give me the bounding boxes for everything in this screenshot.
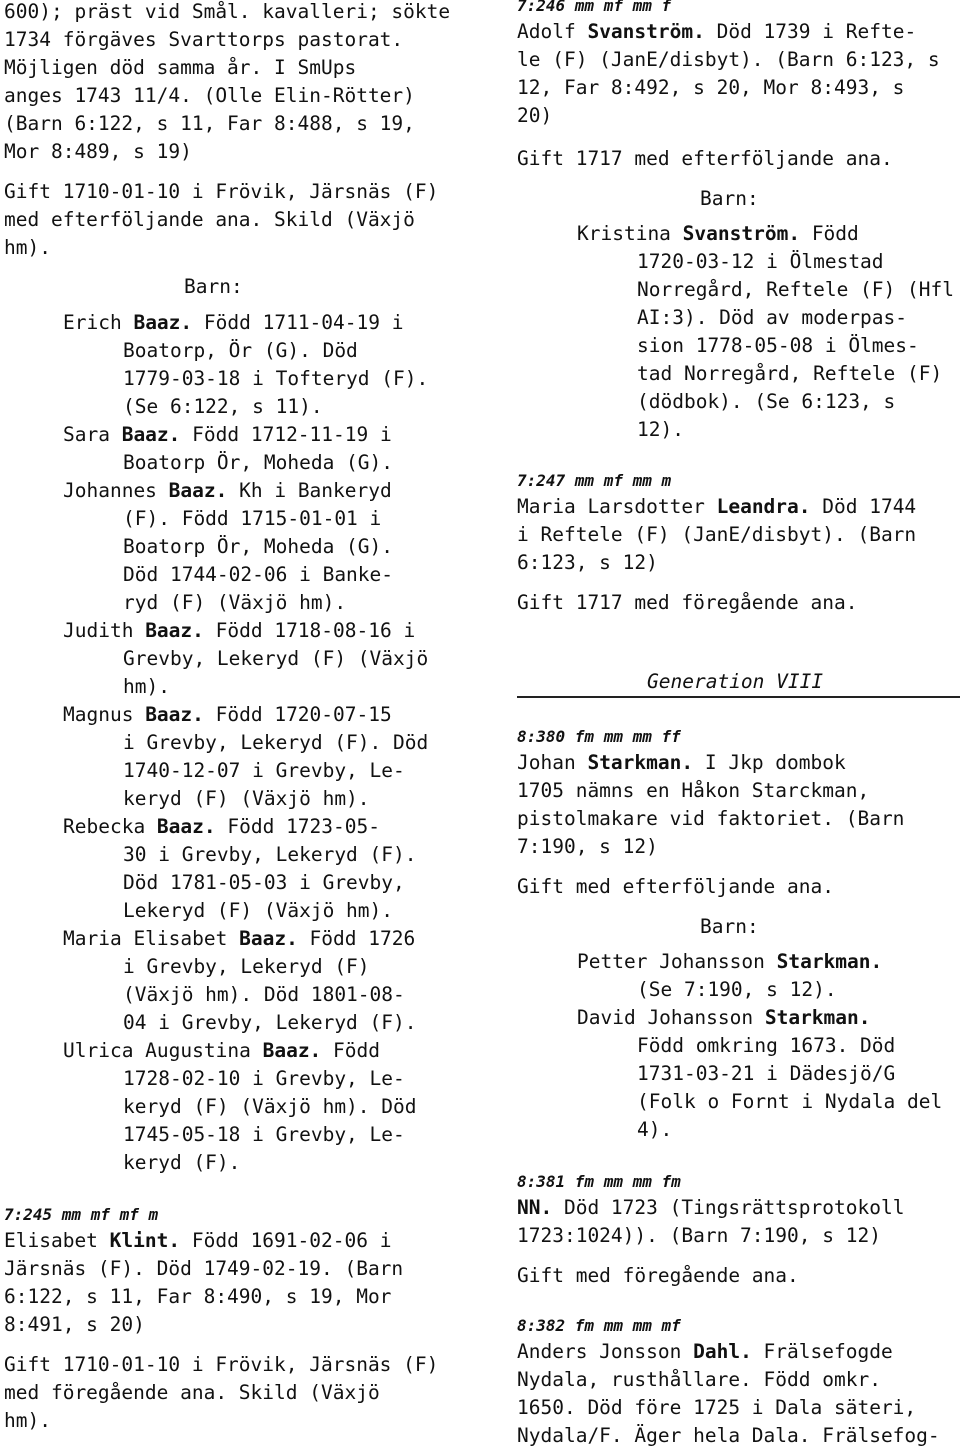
text-line: Död 1781-05-03 i Grevby, — [123, 871, 405, 894]
text-fragment: Född — [800, 222, 859, 245]
person-entry-line — [577, 1004, 871, 1032]
text-line: i Grevby, Lekeryd (F) — [123, 955, 370, 978]
text-fragment: Född 1691-02-06 i — [180, 1229, 392, 1252]
text-line: 20) — [517, 104, 553, 127]
text-line: Boatorp Ör, Moheda (G). — [123, 451, 394, 474]
text-line: Boatorp, Ör (G). Död — [123, 339, 358, 362]
text-line: sion 1778-05-08 i Ölmes- — [637, 334, 919, 357]
text-line: med efterföljande ana. Skild (Växjö — [4, 208, 415, 231]
text-fragment: Född 1712-11-19 i — [180, 423, 392, 446]
text-line: Nydala/F. Äger hela Dala. Frälsefog- — [517, 1424, 940, 1447]
person-entry-line — [517, 1338, 893, 1366]
text-fragment: Maria Elisabet — [63, 927, 240, 950]
text-fragment: Död 1739 i Refte- — [704, 20, 917, 43]
text-line: 1728-02-10 i Grevby, Le- — [123, 1067, 405, 1090]
text-line: (Barn 6:122, s 11, Far 8:488, s 19, — [4, 112, 415, 135]
text-line: Gift 1717 med föregående ana. — [517, 591, 858, 614]
text-line: 1720-03-12 i Ölmestad — [637, 250, 884, 273]
text-fragment: Ulrica Augustina — [63, 1039, 263, 1062]
text-line: ryd (F) (Växjö hm). — [123, 591, 347, 614]
surname: Baaz. — [121, 423, 181, 446]
text-fragment: Sara — [63, 423, 122, 446]
text-fragment: Johannes — [63, 479, 169, 502]
person-entry-line — [63, 1037, 380, 1065]
text-fragment: Anders Jonsson — [517, 1340, 694, 1363]
text-line: 600); präst vid Smål. kavalleri; sökte — [4, 0, 451, 23]
text-line: Nydala, rusthållare. Född omkr. — [517, 1368, 881, 1391]
text-fragment: Död 1723 (Tingsrättsprotokoll — [552, 1196, 905, 1219]
surname: Starkman. — [764, 1006, 871, 1029]
text-fragment: Frälsefogde — [751, 1340, 893, 1363]
text-line: 6:123, s 12) — [517, 551, 658, 574]
text-line: Gift med efterföljande ana. — [517, 875, 834, 898]
text-line: 1734 förgäves Svarttorps pastorat. — [4, 28, 404, 51]
ancestor-code-heading: 7:246 mm mf mm f — [517, 0, 672, 15]
person-entry-line — [517, 18, 916, 46]
ancestor-code-heading: 8:382 fm mm mm mf — [517, 1316, 681, 1335]
text-line: 04 i Grevby, Lekeryd (F). — [123, 1011, 417, 1034]
person-entry-line — [577, 948, 882, 976]
text-line: (Se 7:190, s 12). — [637, 978, 837, 1001]
text-fragment: Maria Larsdotter — [517, 495, 717, 518]
text-fragment: Johan — [517, 751, 588, 774]
text-line: AI:3). Död av moderpas- — [637, 306, 908, 329]
generation-heading: Generation VIII — [647, 670, 824, 693]
ancestor-code-heading: 7:245 mm mf mf m — [4, 1205, 159, 1224]
surname: Baaz. — [133, 311, 193, 334]
text-line: tad Norregård, Reftele (F) — [637, 362, 943, 385]
person-entry-line — [517, 1194, 904, 1222]
text-line: (dödbok). (Se 6:123, s — [637, 390, 896, 413]
surname: Klint. — [109, 1229, 181, 1252]
surname: Svanström. — [682, 222, 801, 245]
surname: Baaz. — [145, 619, 204, 642]
text-line: (Se 6:122, s 11). — [123, 395, 323, 418]
surname: Starkman. — [587, 751, 694, 774]
text-line: keryd (F) (Växjö hm). — [123, 787, 370, 810]
text-line: 6:122, s 11, Far 8:490, s 19, Mor — [4, 1285, 392, 1308]
person-entry-line — [517, 749, 846, 777]
text-fragment: Elisabet — [4, 1229, 110, 1252]
text-line: 7:190, s 12) — [517, 835, 658, 858]
text-line: hm). — [4, 236, 51, 259]
ancestor-code-heading: 7:247 mm mf mm m — [517, 471, 672, 490]
text-fragment: Född 1726 — [297, 927, 416, 950]
text-line: 1740-12-07 i Grevby, Le- — [123, 759, 405, 782]
text-line: med föregående ana. Skild (Växjö — [4, 1381, 380, 1404]
person-entry-line — [63, 477, 392, 505]
text-line: (Växjö hm). Död 1801-08- — [123, 983, 405, 1006]
text-line: 1745-05-18 i Grevby, Le- — [123, 1123, 405, 1146]
text-line: anges 1743 11/4. (Olle Elin-Rötter) — [4, 84, 415, 107]
text-line: Gift 1710-01-10 i Frövik, Järsnäs (F) — [4, 1353, 439, 1376]
text-line: Gift 1710-01-10 i Frövik, Järsnäs (F) — [4, 180, 439, 203]
generation-divider — [517, 696, 960, 698]
text-line: 1779-03-18 i Tofteryd (F). — [123, 367, 429, 390]
surname: Baaz. — [145, 703, 204, 726]
surname: Dahl. — [693, 1340, 752, 1363]
text-fragment: Född — [321, 1039, 380, 1062]
person-entry-line — [4, 1227, 391, 1255]
text-line: i Reftele (F) (JanE/disbyt). (Barn — [517, 523, 917, 546]
text-line: 30 i Grevby, Lekeryd (F). — [123, 843, 417, 866]
text-line: hm). — [123, 675, 170, 698]
text-fragment: Född 1723-05- — [215, 815, 380, 838]
ancestor-code-heading: 8:380 fm mm mm ff — [517, 727, 681, 746]
text-fragment: Kh i Bankeryd — [227, 479, 392, 502]
text-fragment: Död 1744 — [810, 495, 917, 518]
children-label: Barn: — [700, 915, 759, 938]
text-fragment: Född 1720-07-15 — [203, 703, 392, 726]
surname: Baaz. — [239, 927, 298, 950]
children-label: Barn: — [700, 187, 759, 210]
surname: Baaz. — [156, 815, 216, 838]
text-fragment: Rebecka — [63, 815, 157, 838]
person-entry-line — [63, 421, 392, 449]
text-fragment: I Jkp dombok — [693, 751, 846, 774]
person-entry-line — [63, 309, 403, 337]
person-entry-line — [517, 493, 916, 521]
text-line: Boatorp Ör, Moheda (G). — [123, 535, 394, 558]
text-line: 1705 nämns en Håkon Starckman, — [517, 779, 870, 802]
text-fragment: Magnus — [63, 703, 146, 726]
person-entry-line — [63, 617, 415, 645]
text-line: Mor 8:489, s 19) — [4, 140, 192, 163]
text-line: Järsnäs (F). Död 1749-02-19. (Barn — [4, 1257, 404, 1280]
text-line: le (F) (JanE/disbyt). (Barn 6:123, s — [517, 48, 940, 71]
surname: Leandra. — [716, 495, 811, 518]
text-fragment: Född 1718-08-16 i — [203, 619, 416, 642]
text-line: i Grevby, Lekeryd (F). Död — [123, 731, 429, 754]
text-fragment: Född 1711-04-19 i — [192, 311, 404, 334]
person-entry-line — [577, 220, 859, 248]
surname: NN. — [517, 1196, 553, 1219]
text-line: 1650. Död före 1725 i Dala säteri, — [517, 1396, 917, 1419]
surname: Baaz. — [168, 479, 228, 502]
text-fragment: Judith — [63, 619, 146, 642]
text-line: Möjligen död samma år. I SmUps — [4, 56, 357, 79]
text-line: Död 1744-02-06 i Banke- — [123, 563, 394, 586]
text-line: Norregård, Reftele (F) (Hfl — [637, 278, 954, 301]
text-line: 1731-03-21 i Dädesjö/G — [637, 1062, 896, 1085]
text-line: 12, Far 8:492, s 20, Mor 8:493, s — [517, 76, 905, 99]
children-label: Barn: — [184, 275, 243, 298]
person-entry-line — [63, 813, 380, 841]
text-fragment: Erich — [63, 311, 134, 334]
ancestor-code-heading: 8:381 fm mm mm fm — [517, 1172, 681, 1191]
text-line: pistolmakare vid faktoriet. (Barn — [517, 807, 905, 830]
text-line: Gift 1717 med efterföljande ana. — [517, 147, 893, 170]
text-line: 4). — [637, 1118, 673, 1141]
text-line: 1723:1024)). (Barn 7:190, s 12) — [517, 1224, 881, 1247]
surname: Svanström. — [587, 20, 705, 43]
text-line: 8:491, s 20) — [4, 1313, 145, 1336]
text-line: (F). Född 1715-01-01 i — [123, 507, 382, 530]
surname: Baaz. — [262, 1039, 322, 1062]
text-line: (Folk o Fornt i Nydala del — [637, 1090, 943, 1113]
text-line: Gift med föregående ana. — [517, 1264, 799, 1287]
text-line: hm). — [4, 1409, 51, 1432]
text-fragment: Petter Johansson — [577, 950, 777, 973]
text-line: keryd (F). — [123, 1151, 241, 1174]
surname: Starkman. — [776, 950, 883, 973]
text-line: Lekeryd (F) (Växjö hm). — [123, 899, 394, 922]
text-line: keryd (F) (Växjö hm). Död — [123, 1095, 417, 1118]
text-fragment: Adolf — [517, 20, 588, 43]
text-line: 12). — [637, 418, 684, 441]
person-entry-line — [63, 925, 415, 953]
text-line: Grevby, Lekeryd (F) (Växjö — [123, 647, 429, 670]
text-fragment: David Johansson — [577, 1006, 765, 1029]
person-entry-line — [63, 701, 392, 729]
text-fragment: Kristina — [577, 222, 683, 245]
text-line: Född omkring 1673. Död — [637, 1034, 896, 1057]
